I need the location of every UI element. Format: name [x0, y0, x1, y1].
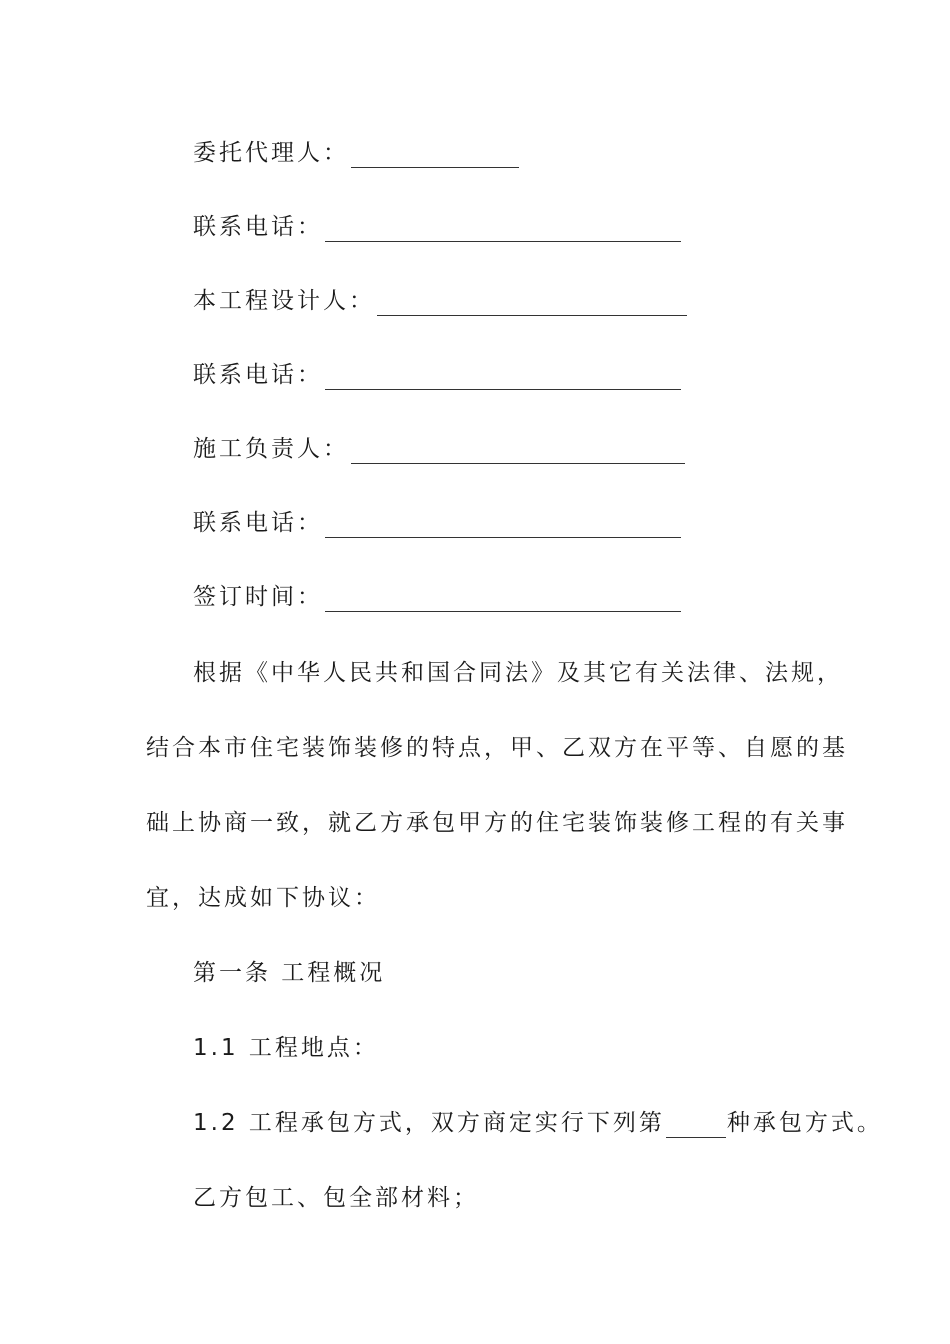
- manager-blank[interactable]: [351, 441, 685, 464]
- signing-date-label: 签订时间：: [193, 584, 323, 610]
- signing-date-field: [193, 582, 681, 612]
- manager-label: 施工负责人：: [193, 436, 349, 462]
- designer-field: [193, 286, 687, 316]
- paragraph-line-4: 宜，达成如下协议：: [146, 885, 380, 911]
- option-1: 乙方包工、包全部材料；: [193, 1185, 479, 1211]
- article-1-title: 第一条 工程概况: [193, 960, 386, 986]
- paragraph-line-1: 根据《中华人民共和国合同法》及其它有关法律、法规，: [193, 660, 843, 686]
- agent-blank[interactable]: [351, 145, 519, 168]
- phone-label-2: 联系电话：: [193, 362, 323, 388]
- phone-field-1: [193, 212, 681, 242]
- manager-field: [193, 434, 685, 464]
- article-1-item-1: 1.1 工程地点：: [193, 1035, 379, 1061]
- designer-blank[interactable]: [377, 293, 687, 316]
- article-1-item-2: [193, 1108, 883, 1138]
- item-2-prefix: 1.2 工程承包方式，双方商定实行下列第: [193, 1110, 665, 1136]
- agent-label: 委托代理人：: [193, 140, 349, 166]
- signing-date-blank[interactable]: [325, 589, 681, 612]
- phone-label-1: 联系电话：: [193, 214, 323, 240]
- agent-field: [193, 138, 519, 168]
- contract-type-blank[interactable]: [666, 1115, 726, 1138]
- phone-blank-2[interactable]: [325, 367, 681, 390]
- phone-blank-3[interactable]: [325, 515, 681, 538]
- designer-label: 本工程设计人：: [193, 288, 375, 314]
- phone-field-3: [193, 508, 681, 538]
- phone-label-3: 联系电话：: [193, 510, 323, 536]
- phone-field-2: [193, 360, 681, 390]
- phone-blank-1[interactable]: [325, 219, 681, 242]
- item-2-suffix: 种承包方式。: [726, 1110, 883, 1136]
- paragraph-line-2: 结合本市住宅装饰装修的特点，甲、乙双方在平等、自愿的基: [146, 735, 848, 761]
- paragraph-line-3: 础上协商一致，就乙方承包甲方的住宅装饰装修工程的有关事: [146, 810, 848, 836]
